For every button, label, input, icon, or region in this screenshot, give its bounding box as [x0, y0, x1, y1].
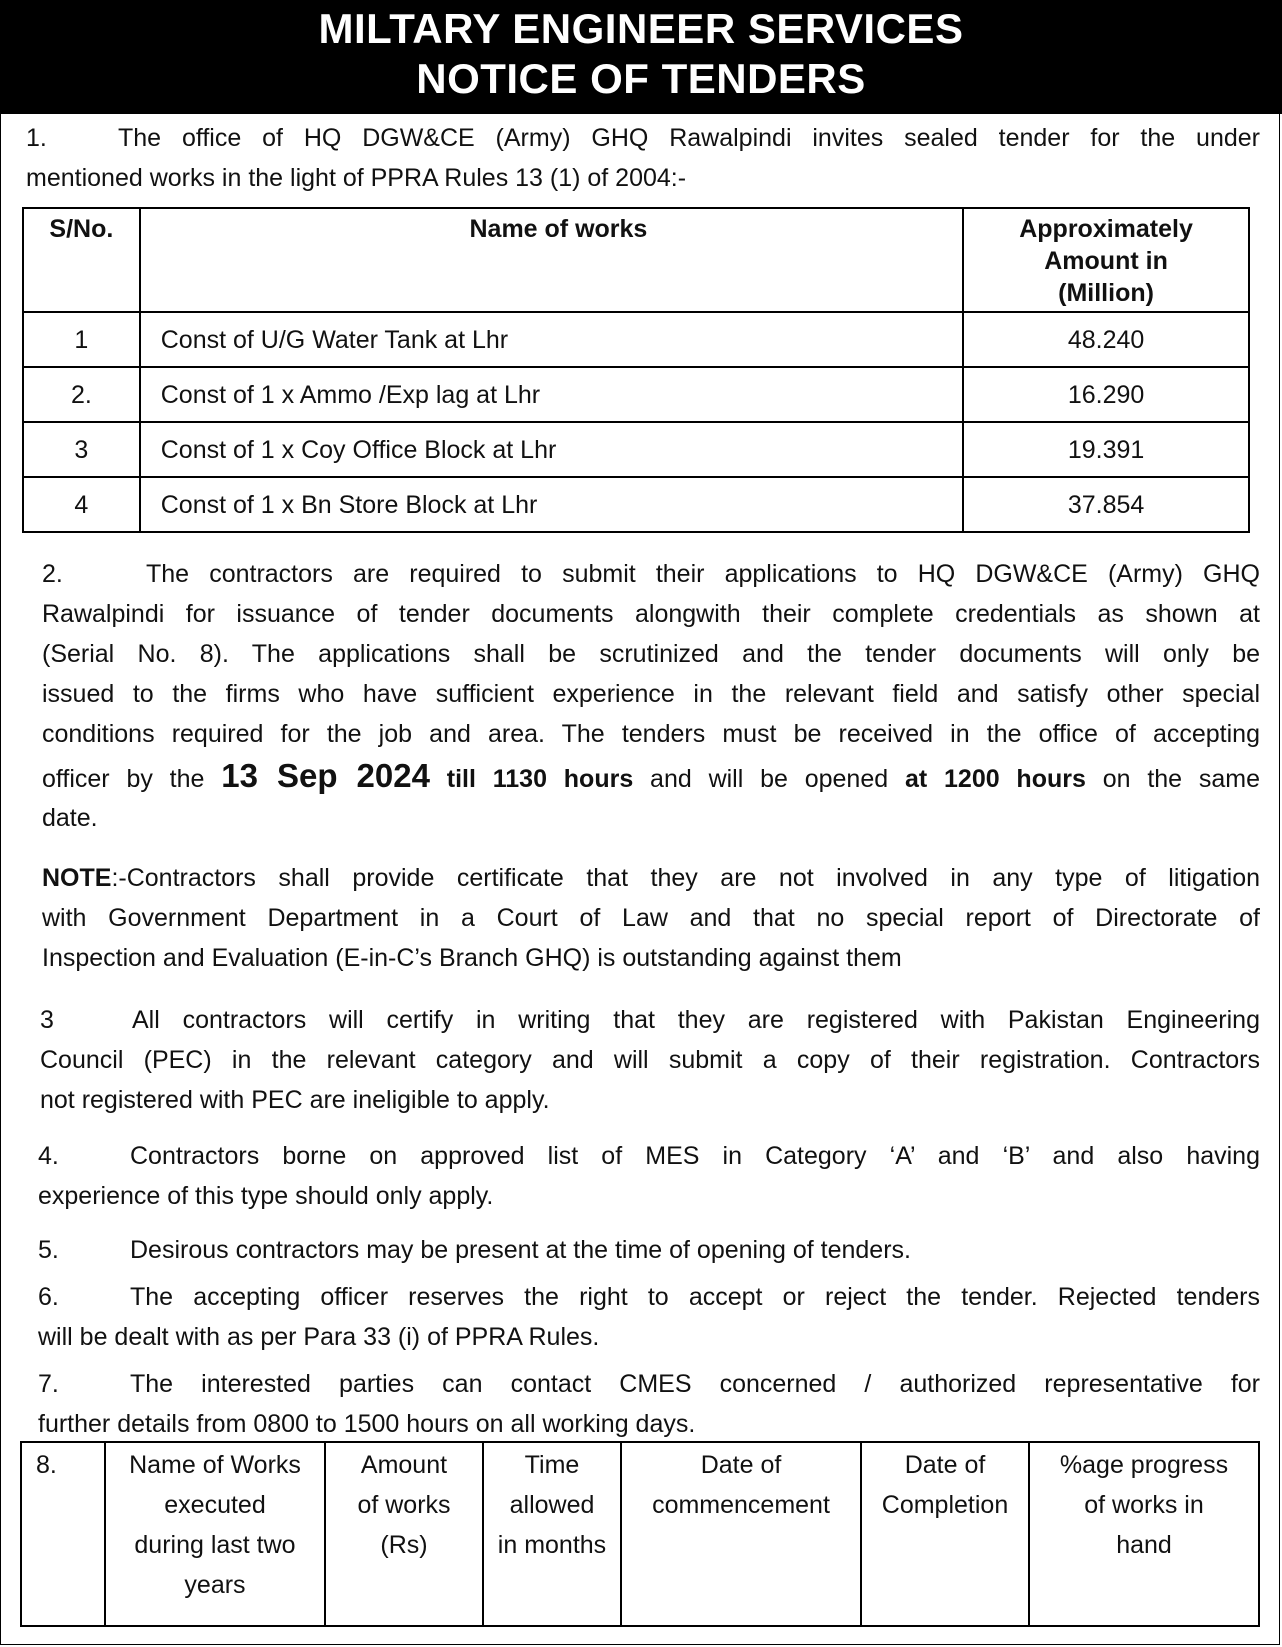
header-subtitle: NOTICE OF TENDERS [416, 55, 866, 102]
opening-suffix: on the same [1085, 765, 1260, 793]
paragraph-3 [40, 1000, 1260, 1120]
header-title: MILTARY ENGINEER SERVICES [318, 5, 964, 52]
paragraph-7-line-1 [38, 1364, 1260, 1404]
row-sno: 2. [23, 367, 140, 422]
paragraph-3-number: 3 [40, 1006, 54, 1034]
works-table-header [23, 208, 1249, 312]
col-name-line-4: years [184, 1571, 246, 1599]
table-row [23, 422, 1249, 477]
col-commence-line-2: commencement [652, 1491, 830, 1519]
col-progress-line-1: %age progress [1059, 1451, 1229, 1479]
col-commence-line-1: Date of [700, 1451, 782, 1479]
col-name-line-1: Name of Works [129, 1451, 301, 1479]
paragraph-1-text-1: The office of HQ DGW&CE (Army) GHQ Rawalpindi invites sealed tender for the under [118, 124, 1260, 152]
experience-table [20, 1441, 1260, 1627]
paragraph-2 [42, 554, 1260, 838]
header-amount [963, 208, 1249, 312]
paragraph-4-number: 4. [38, 1142, 59, 1170]
header-amount-line-3: (Million) [1058, 279, 1154, 307]
paragraph-5-number: 5. [38, 1236, 59, 1264]
row-name: Const of 1 x Ammo /Exp lag at Lhr [140, 367, 963, 422]
paragraph-1-line-1 [26, 118, 1260, 158]
paragraph-2-line-6 [42, 754, 1260, 798]
col-completion-line-1: Date of [904, 1451, 986, 1479]
opening-prefix: and will be opened [633, 765, 905, 793]
row-sno: 1 [23, 312, 140, 367]
table-row [23, 477, 1249, 532]
deadline-prefix: officer by the [42, 765, 222, 793]
row-amount: 16.290 [963, 367, 1249, 422]
row-amount: 37.854 [963, 477, 1249, 532]
paragraph-2-line-4: issued to the firms who have sufficient experience in the relevant field and satisfy other special [42, 680, 1260, 708]
paragraph-3-text-1: All contractors will certify in writing that they are registered with Pakistan Engineering [132, 1006, 1260, 1034]
col-time-line-1: Time [524, 1451, 580, 1479]
header-amount-line-2: Amount in [1044, 247, 1168, 275]
row-amount: 19.391 [963, 422, 1249, 477]
paragraph-2-line-7: date. [42, 804, 98, 832]
col-name-line-3: during last two [134, 1531, 296, 1559]
col-time-allowed [483, 1442, 621, 1626]
paragraph-5-text-1: Desirous contractors may be present at the time of opening of tenders. [130, 1236, 911, 1264]
deadline-date: 13 Sep 2024 [221, 757, 430, 794]
paragraph-1-line-2: mentioned works in the light of PPRA Rules 13 (1) of 2004:- [26, 164, 687, 192]
note-line-2: with Government Department in a Court of Law and that no special report of Directorate of [42, 904, 1260, 932]
col-date-of-commencement [621, 1442, 861, 1626]
note-paragraph [42, 858, 1260, 978]
paragraph-3-line-3: not registered with PEC are ineligible to apply. [40, 1086, 550, 1114]
table-row [23, 367, 1249, 422]
row-sno: 4 [23, 477, 140, 532]
paragraph-2-text-1: The contractors are required to submit their applications to HQ DGW&CE (Army) GHQ [146, 560, 1260, 588]
experience-table-header [21, 1442, 1259, 1626]
note-label: NOTE [42, 864, 112, 892]
col-amount-of-works [325, 1442, 483, 1626]
row-sno: 3 [23, 422, 140, 477]
col-amount-line-3: (Rs) [380, 1531, 428, 1559]
paragraph-7 [38, 1364, 1260, 1444]
paragraph-4-line-2: experience of this type should only apply. [38, 1182, 494, 1210]
paragraph-5-line-1 [38, 1230, 1260, 1270]
note-text-1: :-Contractors shall provide certificate that they are not involved in any type of litigation [111, 864, 1260, 892]
col-amount-line-1: Amount [360, 1451, 448, 1479]
deadline-time: till 1130 hours [429, 765, 634, 793]
col-completion-line-2: Completion [881, 1491, 1009, 1519]
col-name-of-works [105, 1442, 325, 1626]
paragraph-3-line-1 [40, 1000, 1260, 1040]
paragraph-3-line-2: Council (PEC) in the relevant category and will submit a copy of their registration. Contractors [40, 1046, 1260, 1074]
serial-cell: 8. [21, 1442, 105, 1626]
paragraph-7-line-2: further details from 0800 to 1500 hours on all working days. [38, 1410, 696, 1438]
paragraph-2-line-3: (Serial No. 8). The applications shall be scrutinized and the tender documents will only be [42, 640, 1260, 668]
paragraph-2-number: 2. [42, 560, 63, 588]
header-amount-line-1: Approximately [1019, 215, 1193, 243]
paragraph-6-text-1: The accepting officer reserves the right to accept or reject the tender. Rejected tenders [130, 1283, 1260, 1311]
col-progress-line-2: of works in [1084, 1491, 1204, 1519]
row-name: Const of U/G Water Tank at Lhr [140, 312, 963, 367]
notice-header [0, 0, 1282, 114]
col-time-line-3: in months [497, 1531, 607, 1559]
paragraph-2-line-5: conditions required for the job and area. The tenders must be received in the office of accepting [42, 720, 1260, 748]
paragraph-6-line-1 [38, 1277, 1260, 1317]
col-name-line-2: executed [164, 1491, 266, 1519]
row-amount: 48.240 [963, 312, 1249, 367]
paragraph-6-number: 6. [38, 1283, 59, 1311]
row-name: Const of 1 x Bn Store Block at Lhr [140, 477, 963, 532]
col-progress-line-3: hand [1116, 1531, 1172, 1559]
paragraph-7-text-1: The interested parties can contact CMES concerned / authorized representative for [130, 1370, 1260, 1398]
paragraph-6 [38, 1277, 1260, 1357]
paragraph-4-text-1: Contractors borne on approved list of MES in Category ‘A’ and ‘B’ and also having [130, 1142, 1260, 1170]
paragraph-2-line-1 [42, 554, 1260, 594]
header-name: Name of works [140, 208, 963, 312]
col-date-of-completion [861, 1442, 1029, 1626]
col-time-line-2: allowed [509, 1491, 595, 1519]
paragraph-1-number: 1. [26, 124, 47, 152]
header-sno: S/No. [23, 208, 140, 312]
col-amount-line-2: of works [357, 1491, 451, 1519]
paragraph-6-line-2: will be dealt with as per Para 33 (i) of PPRA Rules. [38, 1323, 600, 1351]
row-name: Const of 1 x Coy Office Block at Lhr [140, 422, 963, 477]
paragraph-4-line-1 [38, 1136, 1260, 1176]
paragraph-2-line-2: Rawalpindi for issuance of tender documents alongwith their complete credentials as shown at [42, 600, 1260, 628]
table-row [23, 312, 1249, 367]
works-table [22, 207, 1250, 533]
note-line-3: Inspection and Evaluation (E-in-C’s Branch GHQ) is outstanding against them [42, 944, 902, 972]
paragraph-5 [38, 1230, 1260, 1270]
paragraph-4 [38, 1136, 1260, 1216]
opening-time: at 1200 hours [904, 765, 1086, 793]
paragraph-7-number: 7. [38, 1370, 59, 1398]
note-line-1 [42, 858, 1260, 898]
col-progress [1029, 1442, 1259, 1626]
paragraph-1 [26, 118, 1260, 198]
